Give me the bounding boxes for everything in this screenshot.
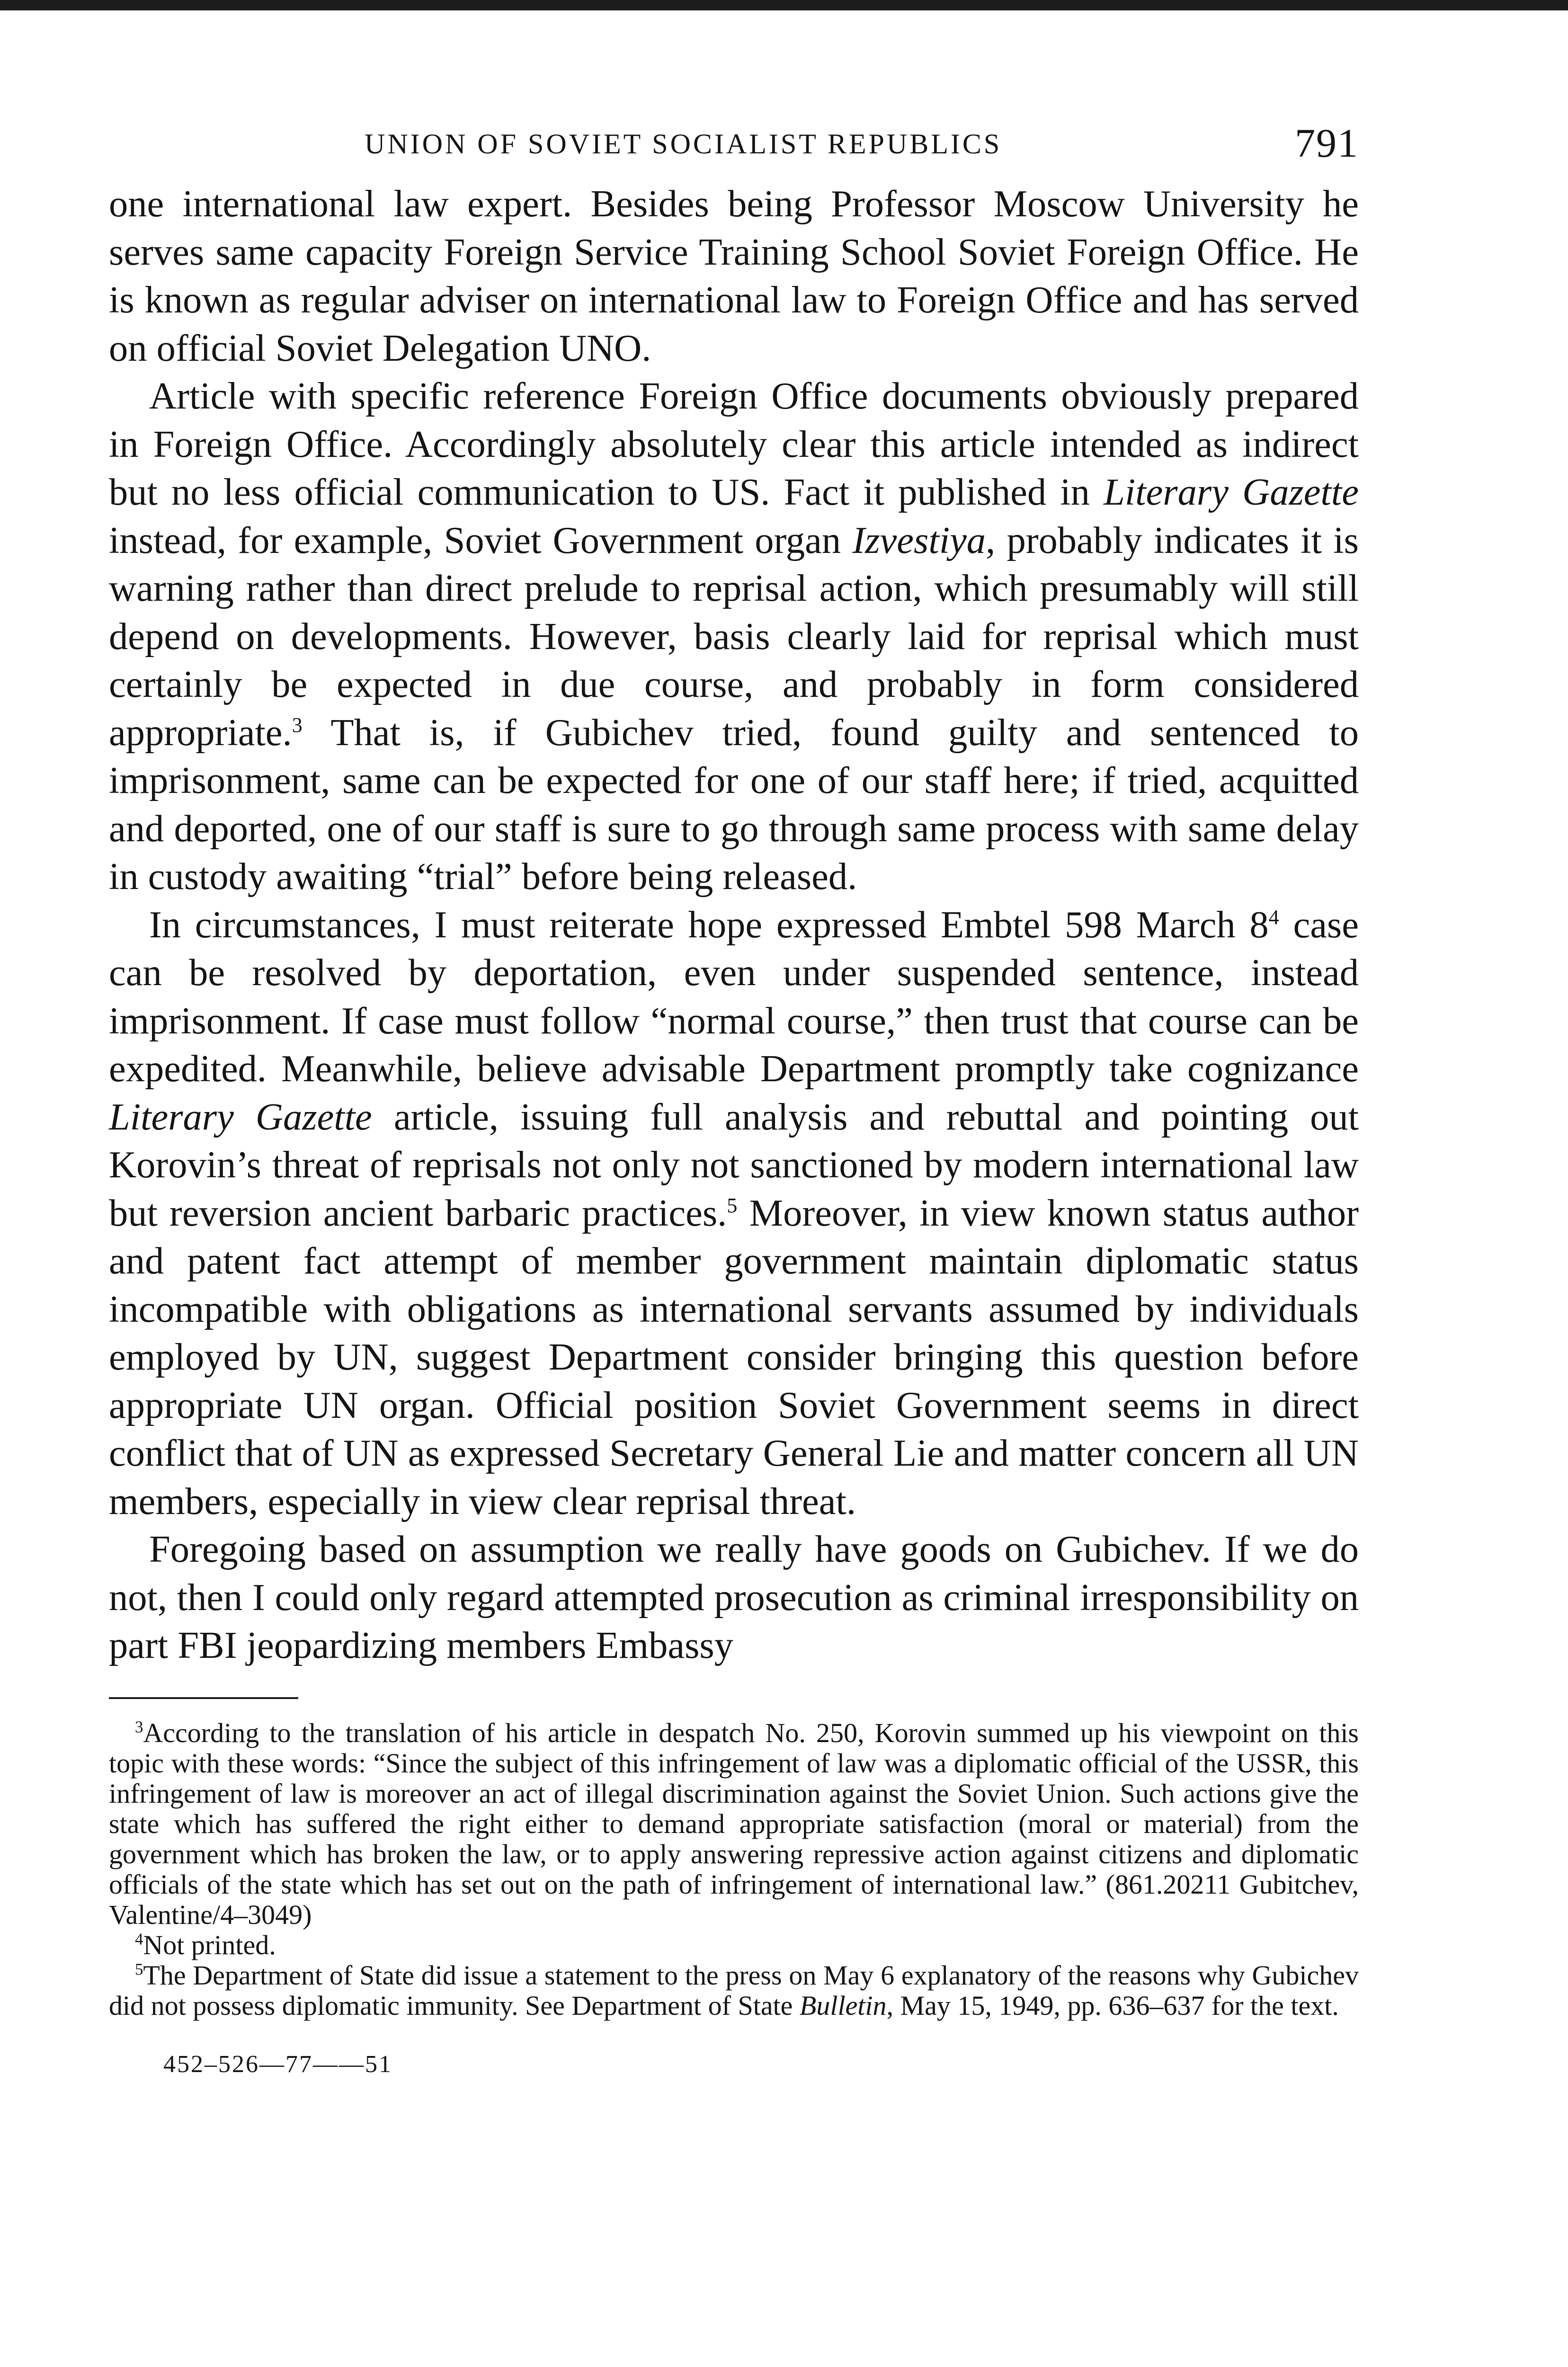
paragraph-3-italic-literary-gazette: Literary Gazette	[109, 1095, 372, 1138]
footnote-5-text-c: , May 15, 1949, pp. 636–637 for the text.	[886, 1990, 1339, 2021]
paragraph-2-text-e: , probably indicates it is warning rather than direct prelude to reprisal action, which presumably will still depend on developments. However, basis clearly laid for reprisal which must certainly be expected in due course, and probably in form considered appropriate.	[109, 519, 1359, 754]
document-page	[109, 109, 1359, 2078]
page-number: 791	[1295, 120, 1359, 166]
paragraph-2-italic-izvestiya: Izvestiya	[852, 519, 986, 561]
footnotes	[109, 1718, 1359, 2021]
running-head	[109, 109, 1359, 180]
paragraph-1-text: one international law expert. Besides being Professor Moscow University he serves same capacity Foreign Service Training School Soviet Foreign Office. He is known as regular adviser on international law to Foreign Office and has served on official Soviet Delegation UNO.	[109, 183, 1359, 369]
paragraph-2	[109, 372, 1359, 901]
footnote-4-mark: 4	[135, 1930, 143, 1949]
footnote-5-italic-bulletin: Bulletin	[799, 1990, 887, 2021]
paragraph-4-text: Foregoing based on assumption we really have goods on Gubichev. If we do not, then I could only regard attempted prosecution as criminal irresponsibility on part FBI jeopardizing members Embassy	[109, 1528, 1359, 1666]
footnote-5-text-a: The Department of State did issue a statement to the press on May 6 explanatory of the reasons why Gubichev did not possess diplomatic immunity. See Department of State	[109, 1959, 1359, 2021]
footnote-3-text: According to the translation of his article in despatch No. 250, Korovin summed up his viewpoint on this topic with these words: “Since the subject of this infringement of law was a diplomatic official of the USSR, this infringement of law is moreover an act of illegal discrimination against the Soviet Union. Such actions give the state which has suffered the right either to demand appropriate satisfaction (moral or material) from the government which has broken the law, or to apply answering repressive action against citizens and diplomatic officials of the state which has set out on the path of infringement of international law.” (861.20211 Gubitchev, Valentine/4–3049)	[109, 1717, 1359, 1930]
paragraph-2-text-g: That is, if Gubichev tried, found guilty and sentenced to imprisonment, same can be expected for one of our staff here; if tried, acquitted and deported, one of our staff is sure to go through same process with same delay in custody awaiting “trial” before being released.	[109, 711, 1359, 898]
paragraph-3-text-g: Moreover, in view known status author and patent fact attempt of member government maintain diplomatic status incompatible with obligations as international servants assumed by individuals employed by UN, suggest Department consider bringing this question before appropriate UN organ. Official position Soviet Government seems in direct conflict that of UN as expressed Secretary General Lie and matter concern all UN members, especially in view clear reprisal threat.	[109, 1192, 1359, 1522]
paragraph-2-text-a: Article with specific reference Foreign Office documents obviously prepared in Foreign Office. Accordingly absolutely clear this article intended as indirect but no less official communication to US. Fact it published in	[109, 375, 1359, 513]
paragraph-3	[109, 901, 1359, 1526]
footnote-ref-5: 5	[727, 1193, 738, 1217]
paragraph-3-text-a: In circumstances, I must reiterate hope expressed Embtel 598 March 8	[149, 903, 1269, 946]
footnote-ref-4: 4	[1268, 905, 1279, 929]
footnote-4-text: Not printed.	[143, 1929, 276, 1960]
footnote-divider	[109, 1697, 298, 1699]
footnote-ref-3: 3	[292, 713, 303, 737]
footnote-5	[109, 1960, 1359, 2021]
running-title: UNION OF SOVIET SOCIALIST REPUBLICS	[365, 128, 1002, 160]
body-text	[109, 180, 1359, 1670]
footnote-4	[109, 1930, 1359, 1960]
paragraph-4	[109, 1525, 1359, 1670]
top-border-rule	[0, 0, 1568, 10]
paragraph-2-text-c: instead, for example, Soviet Government organ	[109, 519, 853, 561]
footnote-3-mark: 3	[135, 1717, 143, 1736]
footnote-3	[109, 1718, 1359, 1930]
print-code: 452–526—77——51	[163, 2050, 392, 2078]
paragraph-3-text-e: article, issuing full analysis and rebuttal and pointing out Korovin’s threat of reprisals not only not sanctioned by modern international law but reversion ancient barbaric practices.	[109, 1095, 1359, 1234]
paragraph-1	[109, 180, 1359, 372]
paragraph-3-text-c: case can be resolved by deportation, even under suspended sentence, instead imprisonment. If case must follow “normal course,” then trust that course can be expedited. Meanwhile, believe advisable Department promptly take cognizance	[109, 903, 1359, 1090]
footnote-5-mark: 5	[135, 1960, 143, 1979]
paragraph-2-italic-literary-gazette: Literary Gazette	[1104, 471, 1359, 513]
